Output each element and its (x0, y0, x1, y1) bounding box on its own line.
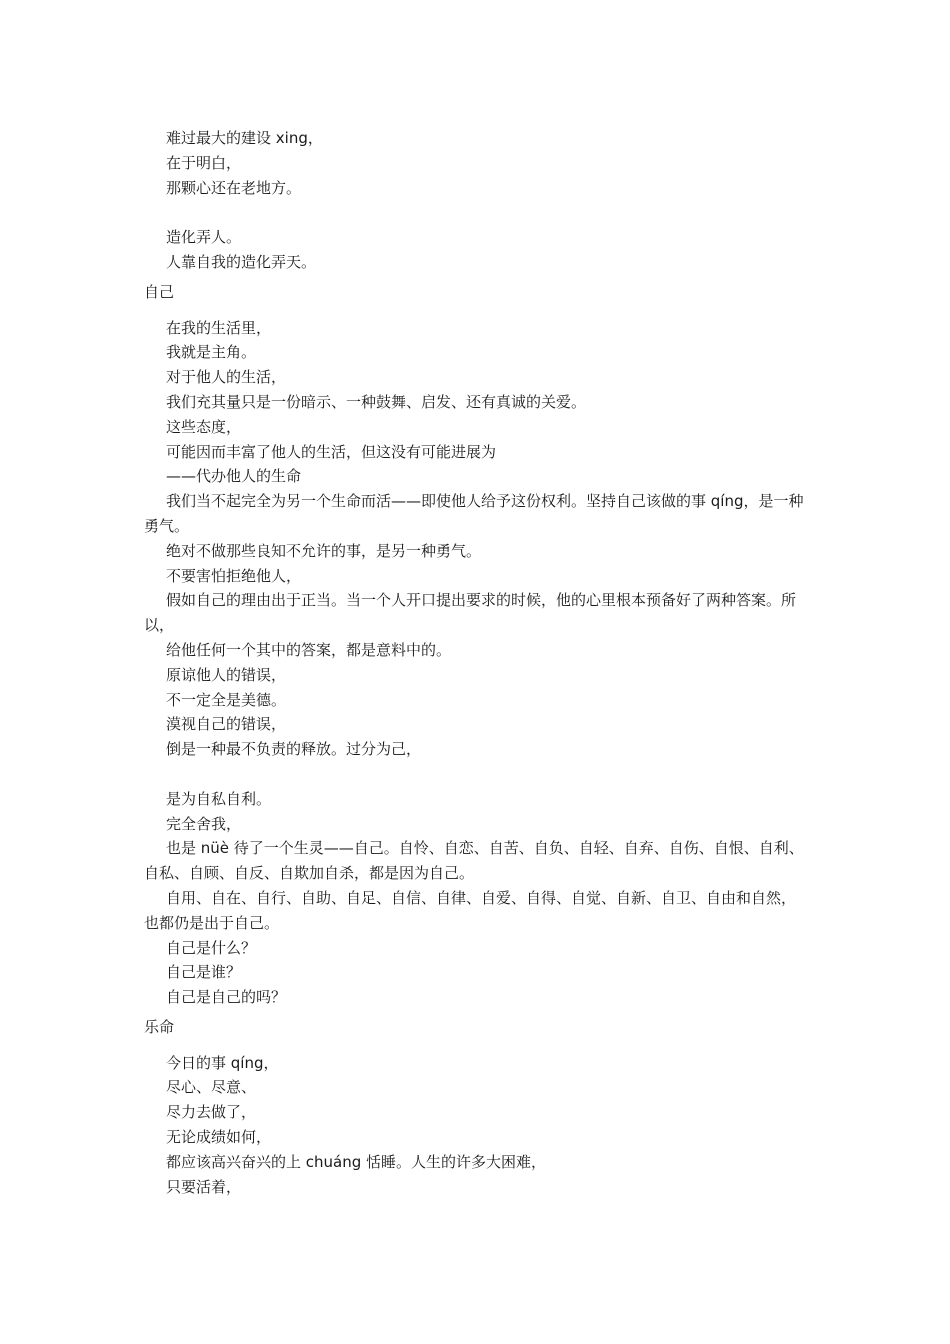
paragraph-line: 漠视自己的错误， (166, 715, 287, 734)
document-body (144, 126, 804, 1199)
section-intro (144, 126, 804, 275)
paragraph-line: 自己是谁？ (166, 963, 242, 982)
paragraph-line: 倒是一种最不负责的释放。过分为己， (166, 740, 422, 759)
paragraph-line: 给他任何一个其中的答案，都是意料中的。 (166, 640, 452, 659)
paragraph-line: 可能因而丰富了他人的生活，但这没有可能进展为 (166, 442, 497, 461)
paragraph-line: 人靠自我的造化弄天。 (166, 252, 317, 271)
section-leming (144, 1015, 804, 1200)
paragraph-line: 难过最大的建设 xing， (166, 129, 323, 147)
paragraph-line: 自己是什么？ (166, 938, 257, 957)
paragraph-line: 我们充其量只是一份暗示、一种鼓舞、启发、还有真诚的关爱。 (166, 392, 587, 411)
blank-line (144, 200, 804, 225)
paragraph-line: 这些态度， (166, 417, 242, 436)
paragraph-line: 原谅他人的错误， (166, 665, 287, 684)
paragraph-line: 自己是自己的吗？ (166, 988, 287, 1007)
paragraph-line: 今日的事 qíng， (166, 1053, 279, 1072)
section-heading: 乐命 (144, 1017, 175, 1036)
paragraph-line: 我们当不起完全为另一个生命而活——即使他人给予这份权利。坚持自己该做的事 qíng，是一种勇气。 (144, 492, 804, 535)
paragraph-line: 假如自己的理由出于正当。当一个人开口提出要求的时候，他的心里根本预备好了两种答案。所以， (144, 591, 797, 635)
paragraph-line: 不要害怕拒绝他人， (166, 566, 302, 585)
paragraph-line: 完全舍我， (166, 814, 242, 833)
blank-line (144, 762, 804, 787)
paragraph-line: 尽心、尽意、 (166, 1078, 257, 1097)
paragraph-line: 自用、自在、自行、自助、自足、自信、自律、自爱、自得、自觉、自新、自卫、自由和自然，也都仍是出于自己。 (144, 888, 797, 932)
paragraph-line: 对于他人的生活， (166, 368, 287, 387)
paragraph-line: 造化弄人。 (166, 228, 242, 247)
section-heading: 自己 (144, 282, 175, 301)
section-ziji (144, 280, 804, 1010)
paragraph-line: 只要活着， (166, 1177, 242, 1196)
paragraph-line: 那颗心还在老地方。 (166, 178, 302, 197)
paragraph-line: 绝对不做那些良知不允许的事，是另一种勇气。 (166, 541, 482, 560)
paragraph-line: 我就是主角。 (166, 343, 257, 362)
paragraph-line: 无论成绩如何， (166, 1128, 272, 1147)
paragraph-line: ——代办他人的生命 (166, 467, 302, 486)
paragraph-line: 也是 nüè 待了一个生灵——自己。自怜、自恋、自苦、自负、自轻、自弃、自伤、自恨、自利、自私、自顾、自反、自欺加自杀，都是因为自己。 (144, 839, 804, 883)
paragraph-line: 尽力去做了， (166, 1103, 257, 1122)
paragraph-line: 都应该高兴奋兴的上 chuáng 恬睡。人生的许多大困难， (166, 1152, 547, 1171)
paragraph-line: 不一定全是美德。 (166, 690, 287, 709)
paragraph-line: 在于明白， (166, 153, 242, 172)
paragraph-line: 是为自私自利。 (166, 789, 272, 808)
paragraph-line: 在我的生活里， (166, 318, 272, 337)
